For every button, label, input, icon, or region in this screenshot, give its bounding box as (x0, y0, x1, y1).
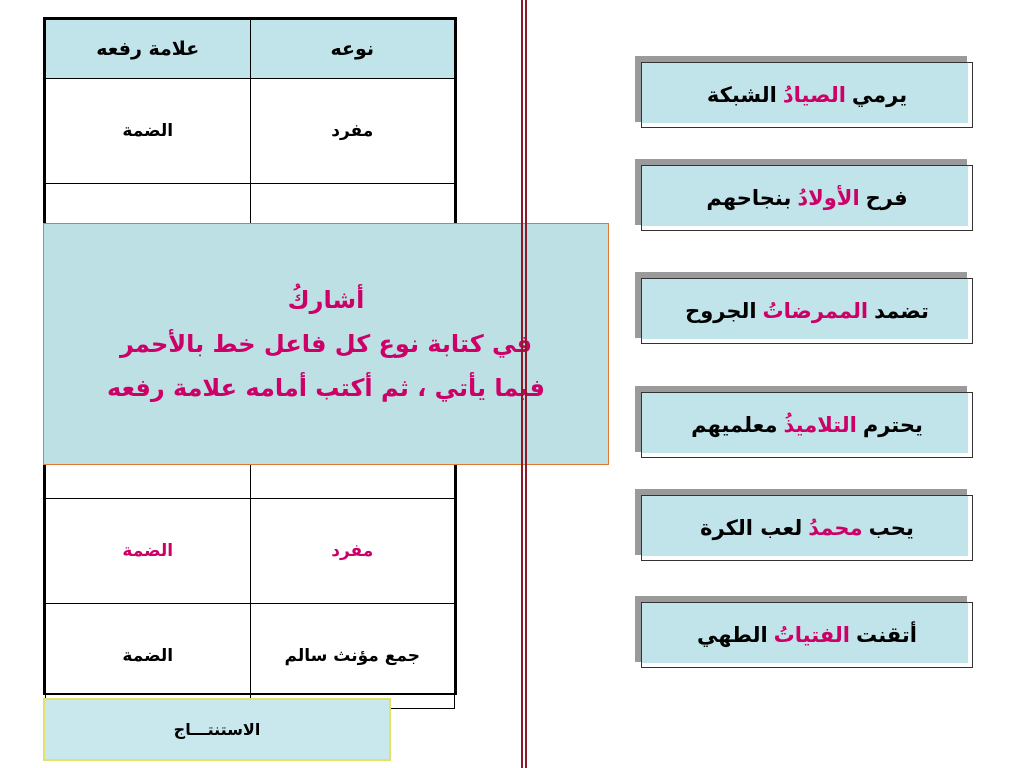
sentence-verb: تضمد (874, 299, 929, 323)
sentence-subject: الأولادُ (797, 186, 860, 210)
instruction-title: أشاركُ (287, 286, 365, 314)
sentence-subject: الصيادُ (782, 83, 846, 107)
sentence-verb: فرح (865, 186, 908, 210)
sentence-object: الجروح (685, 299, 757, 323)
sentence-verb: يحب (868, 516, 914, 540)
sentence-box[interactable] (641, 62, 973, 128)
sentence-object: معلميهم (691, 413, 778, 437)
header-type: نوعه (250, 20, 455, 79)
table-row (46, 499, 455, 604)
sentence-subject: التلاميذُ (783, 413, 857, 437)
sentence-box[interactable] (641, 602, 973, 668)
sentence-subject: الفتياتُ (773, 623, 850, 647)
cell-type: جمع مؤنث سالم (250, 604, 455, 709)
table-row (46, 604, 455, 709)
vertical-divider (521, 0, 527, 768)
table-header-row (46, 20, 455, 79)
table-row (46, 79, 455, 184)
sentence-object: لعب الكرة (700, 516, 803, 540)
sentence-box[interactable] (641, 495, 973, 561)
cell-type: مفرد (250, 499, 455, 604)
sentence-box[interactable] (641, 392, 973, 458)
sentence-verb: أتقنت (856, 623, 918, 647)
sentence-object: الطهي (697, 623, 768, 647)
sentence-box[interactable] (641, 165, 973, 231)
sentence-subject: محمدُ (808, 516, 863, 540)
sentence-verb: يرمي (851, 83, 908, 107)
sentence-subject: الممرضاتُ (762, 299, 869, 323)
cell-type: مفرد (250, 79, 455, 184)
sentence-object: الشبكة (706, 83, 777, 107)
sentence-verb: يحترم (862, 413, 923, 437)
instruction-line: في كتابة نوع كل فاعل خط بالأحمر (119, 330, 533, 358)
cell-mark: الضمة (46, 604, 251, 709)
conclusion-button[interactable]: الاستنتـــاج (43, 698, 391, 761)
sentence-box[interactable] (641, 278, 973, 344)
cell-mark: الضمة (46, 499, 251, 604)
sentence-object: بنجاحهم (706, 186, 792, 210)
header-mark: علامة رفعه (46, 20, 251, 79)
instruction-line: فيما يأتي ، ثم أكتب أمامه علامة رفعه (107, 374, 545, 402)
cell-mark: الضمة (46, 79, 251, 184)
